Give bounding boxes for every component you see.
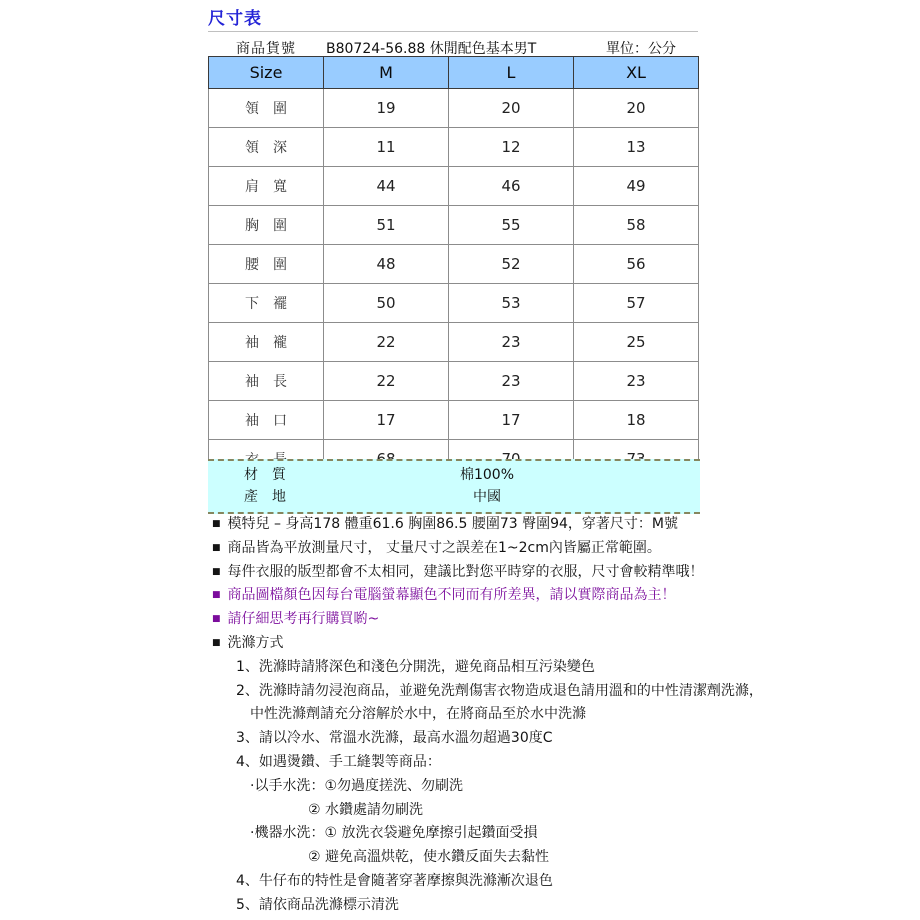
material-value: 棉100% xyxy=(459,467,515,483)
bullet-icon: ■ xyxy=(212,614,221,625)
row-label: 袖 口 xyxy=(209,401,324,440)
cell-xl: 25 xyxy=(574,323,699,362)
cell-l: 46 xyxy=(449,167,574,206)
row-label: 腰 圍 xyxy=(209,245,324,284)
bullet-icon: ■ xyxy=(212,519,221,529)
note-text: 商品圖檔顏色因每台電腦螢幕顯色不同而有所差異，請以實際商品為主！ xyxy=(227,587,676,604)
cell-l: 53 xyxy=(449,284,574,323)
bullet-icon: ■ xyxy=(212,590,221,601)
row-label: 袖 襱 xyxy=(209,323,324,362)
cell-l: 52 xyxy=(449,245,574,284)
table-row xyxy=(209,245,699,284)
table-row xyxy=(209,362,699,401)
wash-line: 3、請以冷水、常溫水洗滌，最高水溫勿超過30度C xyxy=(236,730,553,747)
wash-line: ② 避免高溫烘乾，使水鑽反面失去黏性 xyxy=(308,849,549,866)
cell-l: 23 xyxy=(449,323,574,362)
cell-m: 11 xyxy=(324,128,449,167)
cell-m: 44 xyxy=(324,167,449,206)
wash-line: 4、牛仔布的特性是會隨著穿著摩擦與洗滌漸次退色 xyxy=(236,872,553,889)
header-cell-l: L xyxy=(449,57,574,89)
cell-xl: 23 xyxy=(574,362,699,401)
row-label: 袖 長 xyxy=(209,362,324,401)
size-table-header-row xyxy=(209,57,699,89)
note-line xyxy=(212,608,912,632)
wash-line: 5、請依商品洗滌標示清洗 xyxy=(236,896,399,913)
table-row xyxy=(209,128,699,167)
wash-line: ·機器水洗：① 放洗衣袋避免摩擦引起鑽面受損 xyxy=(250,825,538,842)
product-info-row xyxy=(208,31,698,58)
material-section xyxy=(208,459,700,514)
cell-m: 48 xyxy=(324,245,449,284)
note-line xyxy=(212,561,912,585)
header-cell-xl: XL xyxy=(574,57,699,89)
table-row xyxy=(209,284,699,323)
header-cell-size: Size xyxy=(209,57,324,89)
origin-row xyxy=(208,486,700,508)
cell-xl: 58 xyxy=(574,206,699,245)
note-line xyxy=(212,584,912,608)
row-label: 肩 寬 xyxy=(209,167,324,206)
material-row xyxy=(208,464,700,486)
cell-m: 50 xyxy=(324,284,449,323)
table-row xyxy=(209,89,699,128)
unit-label: 單位：公分 xyxy=(606,41,676,57)
cell-l: 23 xyxy=(449,362,574,401)
notes-section xyxy=(212,513,912,918)
page-title: 尺寸表 xyxy=(208,9,262,29)
wash-line: ·以手水洗：①勿過度搓洗、勿刷洗 xyxy=(250,777,464,794)
note-text: 每件衣服的版型都會不太相同，建議比對您平時穿的衣服，尺寸會較精準哦！ xyxy=(227,563,704,580)
cell-m: 51 xyxy=(324,206,449,245)
wash-heading: 洗滌方式 xyxy=(227,634,284,651)
cell-xl: 18 xyxy=(574,401,699,440)
cell-xl: 56 xyxy=(574,245,699,284)
cell-m: 22 xyxy=(324,323,449,362)
table-row xyxy=(209,323,699,362)
cell-m: 19 xyxy=(324,89,449,128)
note-text: 商品皆為平放測量尺寸， 丈量尺寸之誤差在1~2cm內皆屬正常範圍。 xyxy=(227,539,661,556)
cell-l: 17 xyxy=(449,401,574,440)
wash-line: ② 水鑽處請勿刷洗 xyxy=(308,801,424,818)
origin-label: 產 地 xyxy=(244,489,286,505)
wash-line: 2、洗滌時請勿浸泡商品，並避免洗劑傷害衣物造成退色請用溫和的中性清潔劑洗滌， xyxy=(236,682,763,699)
origin-value: 中國 xyxy=(473,489,501,505)
table-row xyxy=(209,167,699,206)
bullet-icon: ■ xyxy=(212,542,221,553)
note-line xyxy=(212,513,912,537)
wash-line: 1、洗滌時請將深色和淺色分開洗，避免商品相互污染變色 xyxy=(236,658,595,675)
table-row xyxy=(209,206,699,245)
wash-line: 中性洗滌劑請充分溶解於水中，在將商品至於水中洗滌 xyxy=(250,706,586,723)
cell-m: 17 xyxy=(324,401,449,440)
row-label: 領 深 xyxy=(209,128,324,167)
row-label: 領 圍 xyxy=(209,89,324,128)
bullet-icon: ■ xyxy=(212,637,221,648)
cell-xl: 57 xyxy=(574,284,699,323)
header-cell-m: M xyxy=(324,57,449,89)
size-table xyxy=(208,56,699,479)
cell-xl: 13 xyxy=(574,128,699,167)
note-text: 請仔細思考再行購買喲~ xyxy=(227,611,380,628)
product-code-value: B80724-56.88 休閒配色基本男T xyxy=(326,41,537,57)
cell-l: 20 xyxy=(449,89,574,128)
cell-xl: 49 xyxy=(574,167,699,206)
wash-line: 4、如遇燙鑽、手工縫製等商品： xyxy=(236,753,441,770)
cell-l: 12 xyxy=(449,128,574,167)
cell-l: 55 xyxy=(449,206,574,245)
product-code-label: 商品貨號 xyxy=(236,41,296,57)
cell-xl: 20 xyxy=(574,89,699,128)
note-text: 模特兒 – 身高178 體重61.6 胸圍86.5 腰圍73 臀圍94，穿著尺寸：M號 xyxy=(227,516,678,532)
bullet-icon: ■ xyxy=(212,566,221,577)
cell-m: 22 xyxy=(324,362,449,401)
note-line xyxy=(212,537,912,561)
material-label: 材 質 xyxy=(244,467,286,483)
wash-heading-line xyxy=(212,632,912,656)
row-label: 胸 圍 xyxy=(209,206,324,245)
row-label: 下 襬 xyxy=(209,284,324,323)
table-row xyxy=(209,401,699,440)
